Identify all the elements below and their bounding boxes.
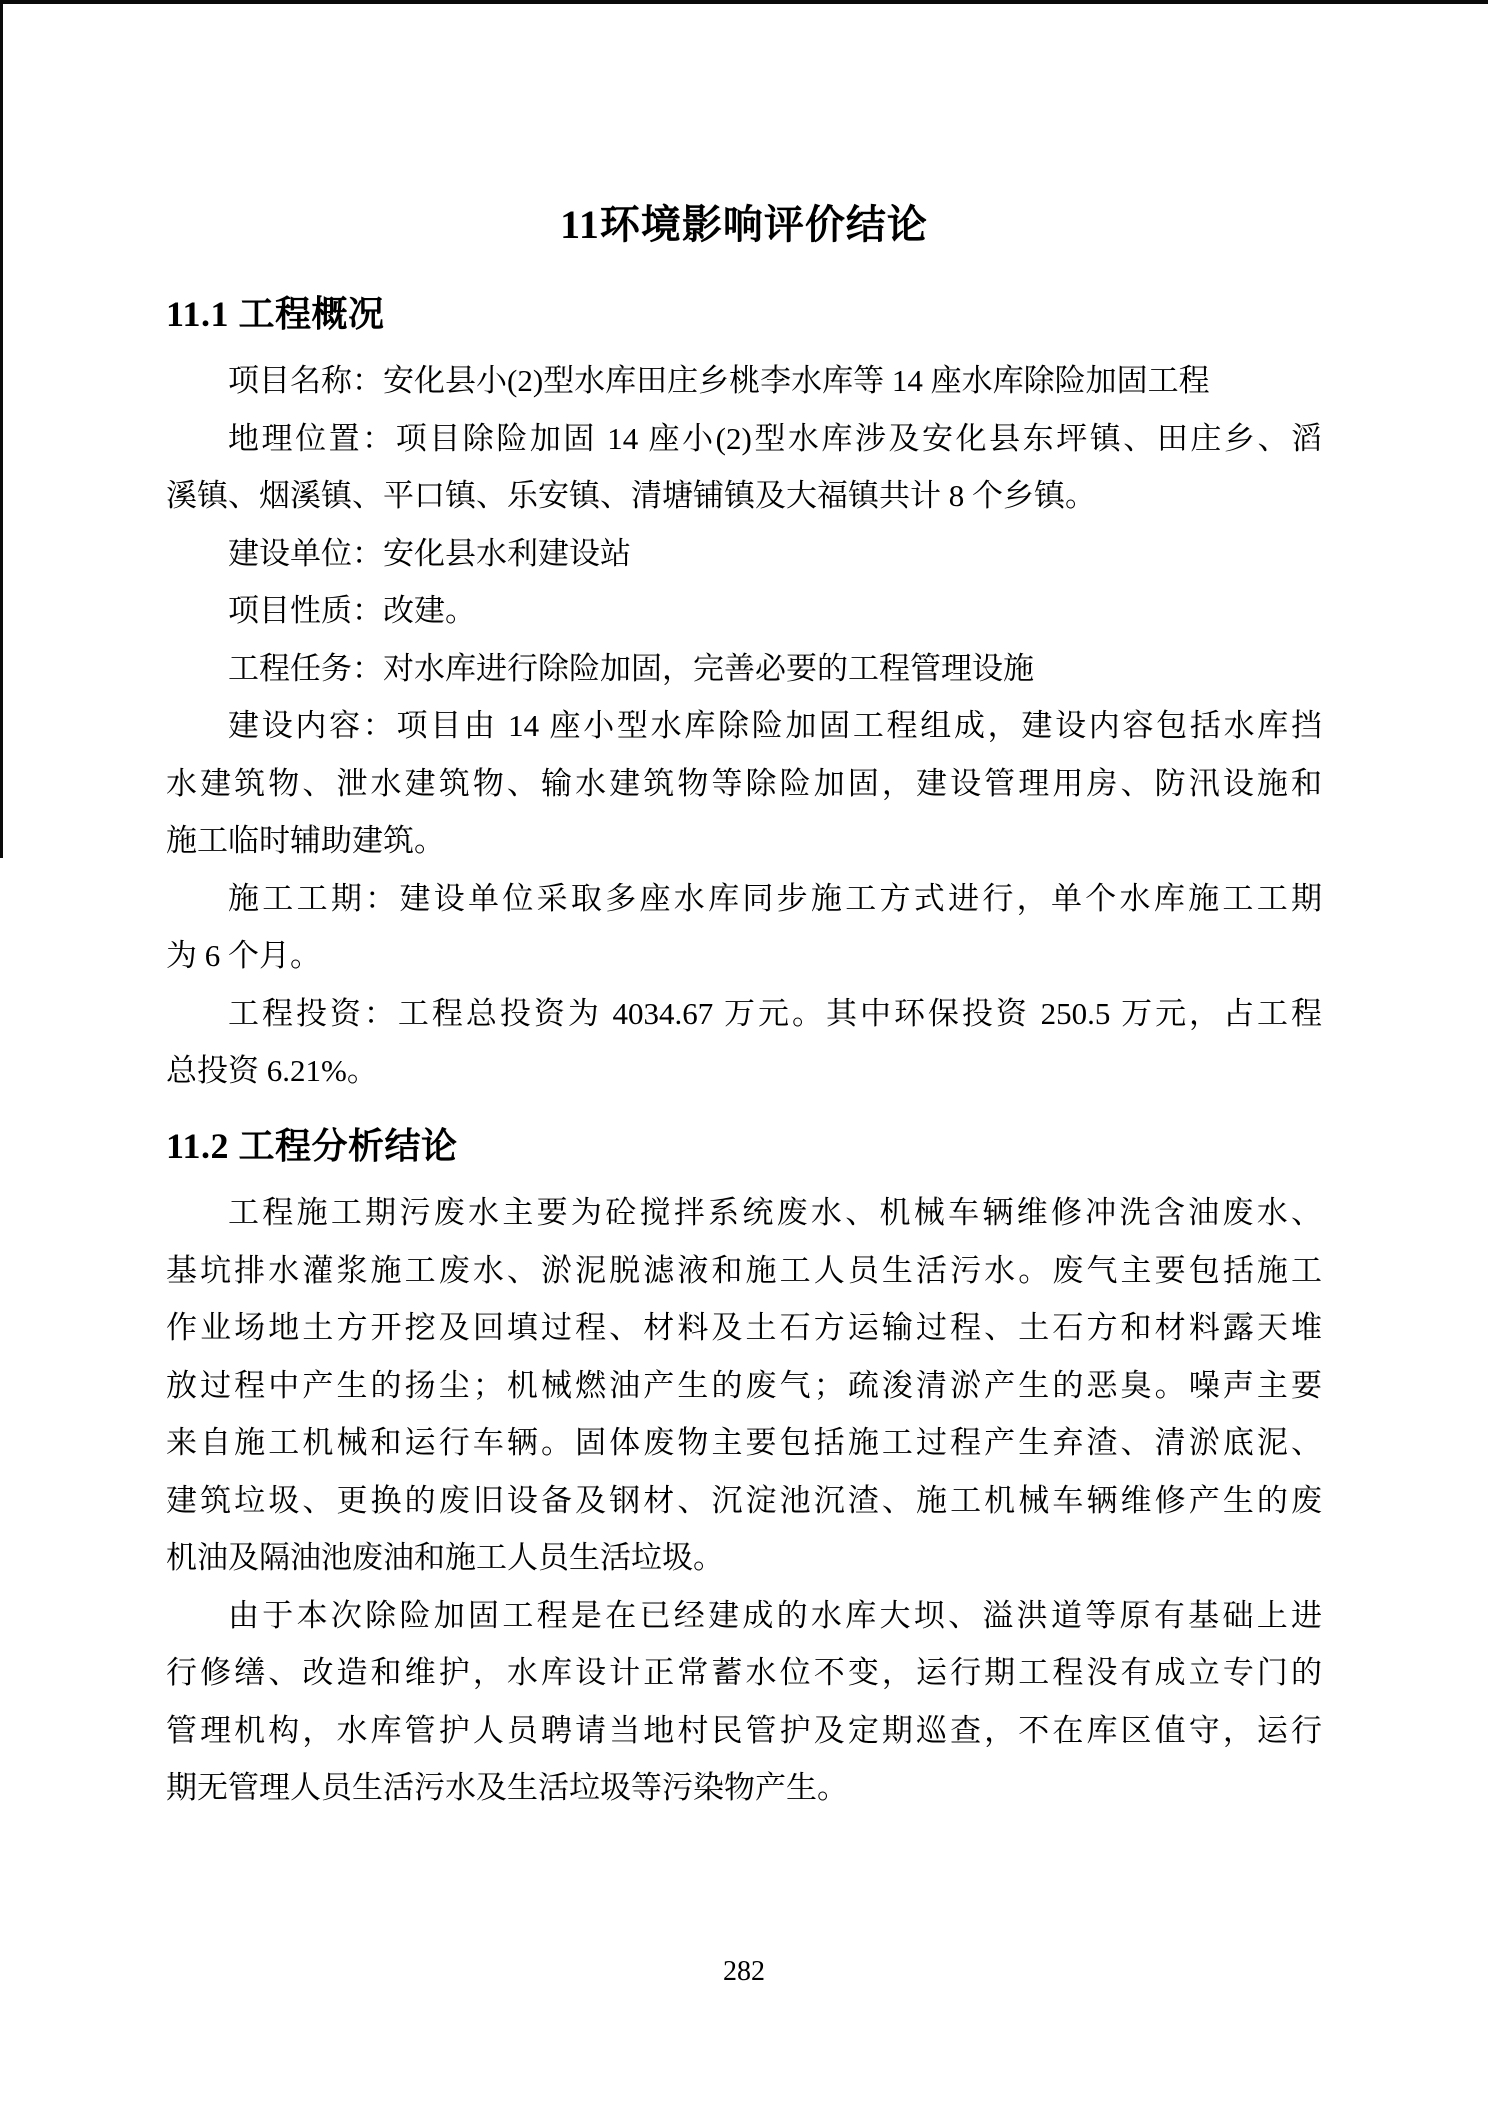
body-line: 工程投资：工程总投资为 4034.67 万元。其中环保投资 250.5 万元，占工程 [228, 995, 1322, 1031]
body-line: 为 6 个月。 [166, 938, 321, 973]
section-heading-11-2: 11.2 工程分析结论 [166, 1126, 458, 1166]
body-line: 建设内容：项目由 14 座小型水库除险加固工程组成，建设内容包括水库挡 [228, 708, 1322, 743]
body-line: 施工临时辅助建筑。 [166, 823, 445, 858]
scan-edge-left [0, 0, 3, 858]
body-line: 作业场地土方开挖及回填过程、材料及土石方运输过程、土石方和材料露天堆 [166, 1310, 1322, 1345]
body-line: 水建筑物、泄水建筑物、输水建筑物等除险加固，建设管理用房、防汛设施和 [166, 765, 1322, 801]
body-line: 地理位置：项目除险加固 14 座小(2)型水库涉及安化县东坪镇、田庄乡、滔 [228, 420, 1322, 456]
body-line: 期无管理人员生活污水及生活垃圾等污染物产生。 [166, 1770, 848, 1805]
chapter-title: 11环境影响评价结论 [560, 202, 928, 247]
scan-edge-top [0, 0, 1488, 4]
body-line: 施工工期：建设单位采取多座水库同步施工方式进行，单个水库施工工期 [228, 880, 1322, 916]
body-line: 管理机构，水库管护人员聘请当地村民管护及定期巡查，不在库区值守，运行 [166, 1712, 1322, 1748]
body-line: 总投资 6.21%。 [166, 1053, 378, 1088]
body-line: 机油及隔油池废油和施工人员生活垃圾。 [166, 1540, 724, 1575]
section-heading-11-1: 11.1 工程概况 [166, 294, 385, 334]
body-line: 基坑排水灌浆施工废水、淤泥脱滤液和施工人员生活污水。废气主要包括施工 [166, 1252, 1322, 1288]
section-body-11-1 [166, 352, 1322, 1100]
body-line: 建筑垃圾、更换的废旧设备及钢材、沉淀池沉渣、施工机械车辆维修产生的废 [166, 1482, 1322, 1518]
body-line: 溪镇、烟溪镇、平口镇、乐安镇、清塘铺镇及大福镇共计 8 个乡镇。 [166, 478, 1096, 513]
body-line: 工程施工期污废水主要为砼搅拌系统废水、机械车辆维修冲洗含油废水、 [228, 1195, 1322, 1230]
body-line: 放过程中产生的扬尘；机械燃油产生的废气；疏浚清淤产生的恶臭。噪声主要 [166, 1367, 1322, 1403]
body-line: 建设单位：安化县水利建设站 [228, 535, 631, 571]
body-line: 来自施工机械和运行车辆。固体废物主要包括施工过程产生弃渣、清淤底泥、 [166, 1425, 1322, 1460]
body-line: 行修缮、改造和维护，水库设计正常蓄水位不变，运行期工程没有成立专门的 [166, 1655, 1322, 1690]
body-line: 由于本次除险加固工程是在已经建成的水库大坝、溢洪道等原有基础上进 [228, 1597, 1322, 1633]
page-number: 282 [723, 1956, 765, 1987]
body-line: 项目性质：改建。 [228, 593, 476, 628]
body-line: 工程任务：对水库进行除险加固，完善必要的工程管理设施 [228, 650, 1034, 686]
section-body-11-2 [166, 1184, 1322, 1817]
body-line: 项目名称：安化县小(2)型水库田庄乡桃李水库等 14 座水库除险加固工程 [228, 363, 1210, 398]
